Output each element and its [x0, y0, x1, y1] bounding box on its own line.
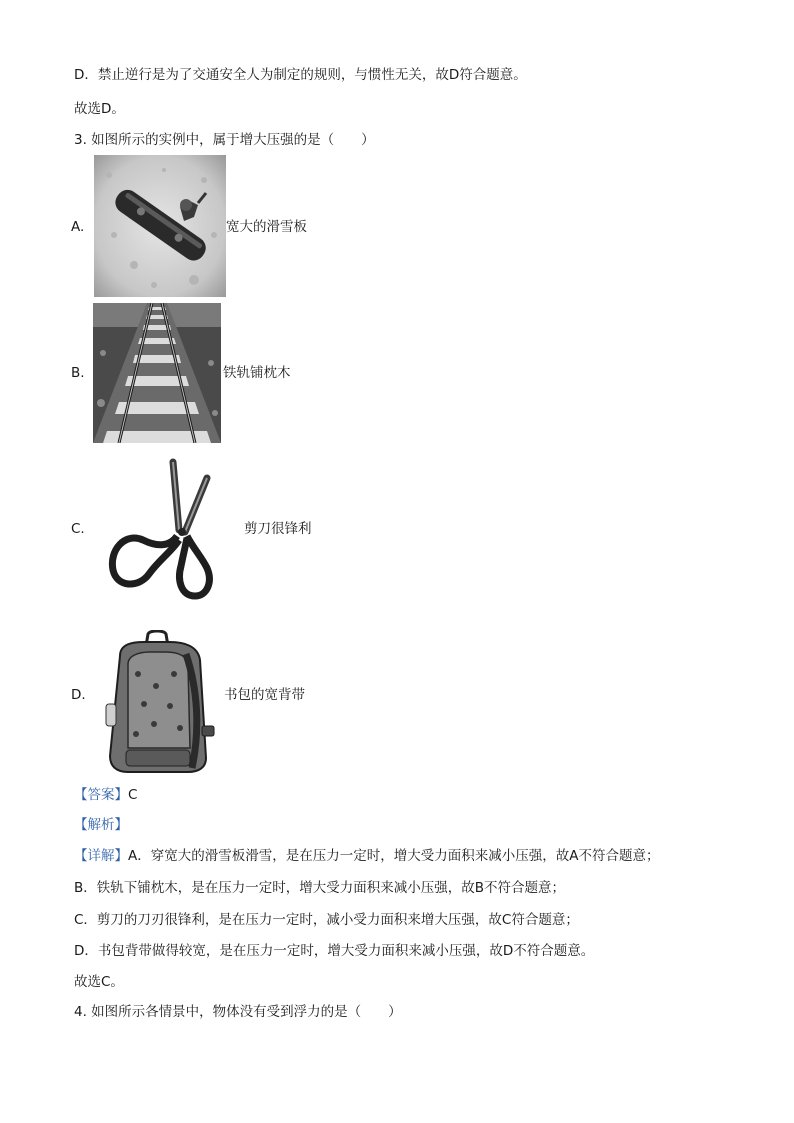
question-3: 3. 如图所示的实例中，属于增大压强的是（ ）: [74, 132, 375, 148]
detail-tag: 【详解】: [74, 848, 128, 864]
question-4: 4. 如图所示各情景中，物体没有受到浮力的是（ ）: [74, 1004, 402, 1020]
backpack-photo: [104, 630, 218, 774]
option-c-letter: C.: [71, 521, 85, 537]
option-a-letter: A.: [71, 219, 85, 235]
text-line-2: 故选D。: [74, 101, 125, 117]
option-d-label: 书包的宽背带: [224, 687, 305, 703]
detail-conclusion: 故选C。: [74, 974, 124, 990]
option-b-letter: B.: [71, 365, 85, 381]
detail-line-d: D．书包背带做得较宽，是在压力一定时，增大受力面积来减小压强，故D不符合题意。: [74, 943, 595, 959]
scissors-photo: [103, 456, 223, 600]
detail-line-c: C．剪刀的刀刃很锋利，是在压力一定时，减小受力面积来增大压强，故C符合题意；: [74, 912, 579, 928]
detail-line-b: B．铁轨下铺枕木，是在压力一定时，增大受力面积来减小压强，故B不符合题意；: [74, 880, 566, 896]
option-a-label: 宽大的滑雪板: [226, 219, 307, 235]
answer-value: C: [128, 787, 138, 803]
railway-photo: [93, 303, 221, 443]
analysis-line: [74, 816, 128, 834]
option-c-label: 剪刀很锋利: [244, 521, 312, 537]
option-b-label: 铁轨铺枕木: [223, 365, 291, 381]
text-line-1: D．禁止逆行是为了交通安全人为制定的规则，与惯性无关，故D符合题意。: [74, 67, 527, 83]
answer-tag: 【答案】: [74, 787, 128, 803]
detail-line-a: [74, 847, 659, 865]
snowboard-photo: [94, 155, 226, 297]
analysis-tag: 【解析】: [74, 817, 128, 833]
answer-line: [74, 786, 137, 804]
option-d-letter: D.: [71, 687, 86, 703]
detail-a-text: A．穿宽大的滑雪板滑雪，是在压力一定时，增大受力面积来减小压强，故A不符合题意；: [128, 848, 660, 864]
